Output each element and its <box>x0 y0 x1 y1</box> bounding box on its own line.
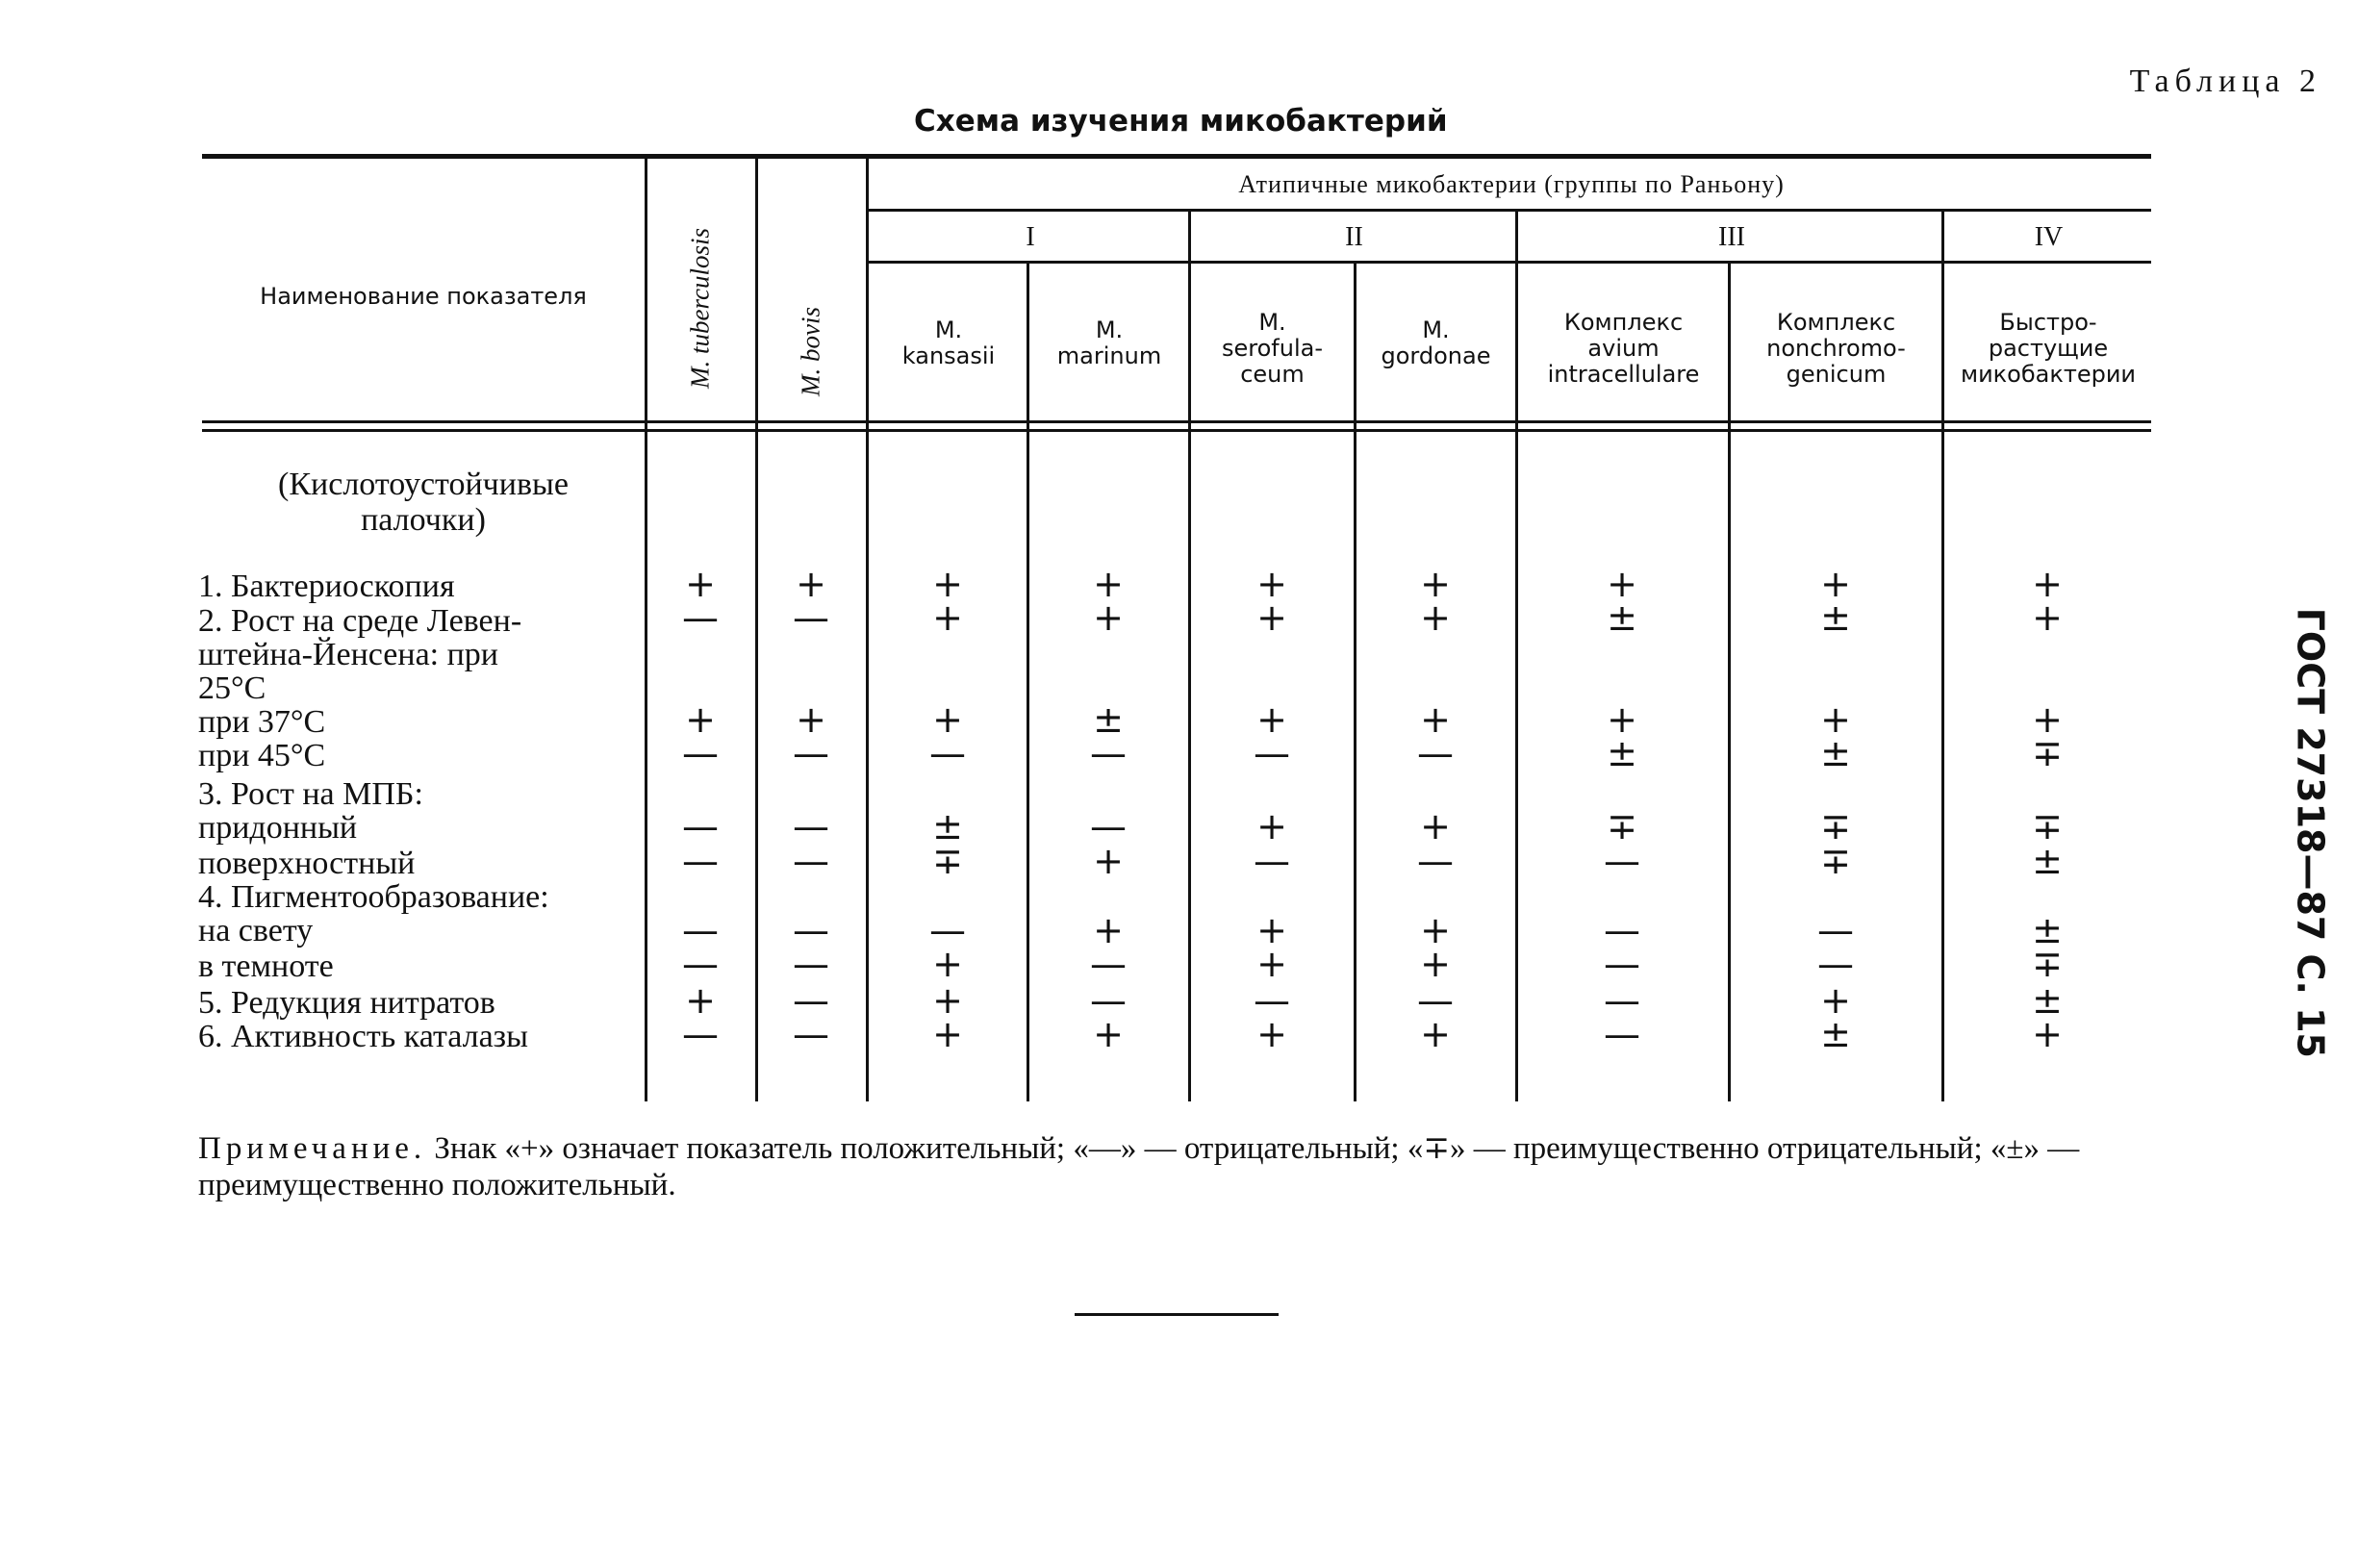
header-col-gordonae: M. gordonae <box>1381 316 1491 369</box>
cell-value: + <box>685 979 716 1022</box>
cell-value: + <box>1420 943 1451 985</box>
header-col-nonchromogenicum: Комплекс nonchromo- genicum <box>1766 309 1906 388</box>
cell-value: — <box>1417 732 1454 774</box>
row-label-4: при 45°С <box>198 738 326 773</box>
row-label-10: 6. Активность каталазы <box>198 1019 528 1054</box>
cell-value: — <box>793 805 829 847</box>
cell-value: + <box>2032 596 2063 639</box>
cell-value: ± <box>1820 1013 1851 1055</box>
header-group-i: I <box>1026 222 1035 252</box>
cell-value: + <box>1820 698 1851 741</box>
cell-value: ± <box>1820 732 1851 774</box>
header-col-kansasii: M. kansasii <box>901 316 996 369</box>
cell-value: ± <box>1093 698 1124 741</box>
cell-value: + <box>2032 1013 2063 1055</box>
cell-value: ± <box>2032 979 2063 1022</box>
cell-value: — <box>1254 840 1290 882</box>
side-standard-number: ГОСТ 27318—87 С. 15 <box>2289 607 2331 1058</box>
cell-value: — <box>793 909 829 951</box>
cell-value: + <box>2032 698 2063 741</box>
note <box>198 1130 2151 1203</box>
cell-value: — <box>1090 943 1127 985</box>
cell-value: + <box>1420 563 1451 605</box>
cell-value: — <box>1604 979 1640 1022</box>
cell-value: + <box>685 563 716 605</box>
cell-value: ± <box>1607 732 1637 774</box>
cell-value: ∓ <box>2032 943 2063 985</box>
col-line-7 <box>1515 212 1518 1101</box>
table-number: Таблица 2 <box>2129 63 2321 99</box>
cell-value: + <box>2032 563 2063 605</box>
cell-value: ± <box>2032 840 2063 882</box>
cell-value: + <box>932 1013 963 1055</box>
col-line-9 <box>1941 212 1944 1101</box>
cell-value: — <box>1604 943 1640 985</box>
cell-value: ∓ <box>1607 805 1637 847</box>
cell-value: ∓ <box>1820 840 1851 882</box>
col-line-5 <box>1188 212 1191 1101</box>
cell-value: — <box>1604 909 1640 951</box>
cell-value: + <box>1256 563 1287 605</box>
col-line-6 <box>1354 262 1356 1101</box>
cell-value: + <box>1256 698 1287 741</box>
cell-value: ± <box>1820 596 1851 639</box>
cell-value: + <box>1256 943 1287 985</box>
cell-value: + <box>1093 840 1124 882</box>
cell-value: — <box>1604 840 1640 882</box>
header-bovis: M. bovis <box>796 307 825 396</box>
col-line-8 <box>1728 262 1731 1101</box>
cell-value: + <box>932 698 963 741</box>
bottom-rule <box>1075 1313 1279 1316</box>
cell-value: + <box>1820 563 1851 605</box>
cell-value: + <box>1607 563 1637 605</box>
row-label-9: 5. Редукция нитратов <box>198 985 495 1021</box>
note-label: Примечание. <box>198 1131 427 1166</box>
cell-value: — <box>1090 732 1127 774</box>
header-group-iv: IV <box>2034 222 2064 252</box>
cell-value: ± <box>1607 596 1637 639</box>
header-bottom-rule-1 <box>202 420 2151 423</box>
row-label-1: 1. Бактериоскопия <box>198 569 455 604</box>
cell-value: + <box>685 698 716 741</box>
cell-value: — <box>682 943 719 985</box>
header-tuberculosis: M. tuberculosis <box>685 228 715 389</box>
header-col-serofulaceum: M. serofula- ceum <box>1222 309 1323 388</box>
cell-value: + <box>1420 698 1451 741</box>
header-indicator: Наименование показателя <box>260 283 587 310</box>
cell-value: + <box>1820 979 1851 1022</box>
cell-value: + <box>1420 1013 1451 1055</box>
cell-value: — <box>793 596 829 639</box>
header-col-marinum: M. marinum <box>1056 316 1162 369</box>
header-group-ii: II <box>1345 222 1363 252</box>
col-line-3 <box>866 159 869 1101</box>
cell-value: — <box>1090 979 1127 1022</box>
row-label-3: при 37°С <box>198 704 326 740</box>
row-label-2: 2. Рост на среде Левен- штейна-Йенсена: при 25°С <box>198 603 522 706</box>
cell-value: — <box>1090 805 1127 847</box>
cell-value: — <box>682 840 719 882</box>
cell-value: + <box>1607 698 1637 741</box>
cell-value: — <box>682 805 719 847</box>
cell-value: — <box>682 596 719 639</box>
cell-value: — <box>1417 979 1454 1022</box>
note-text: Знак «+» означает показатель положительный; «—» — отрицательный; «∓» — преимущественно отрицательный; «±» — преимущественно положительный. <box>198 1131 2080 1202</box>
cell-value: + <box>1420 805 1451 847</box>
cell-value: + <box>1093 596 1124 639</box>
cell-value: — <box>682 909 719 951</box>
cell-value: — <box>793 979 829 1022</box>
header-col-avium: Комплекс avium intracellulare <box>1547 309 1700 388</box>
cell-value: ± <box>932 805 963 847</box>
cell-value: ∓ <box>932 840 963 882</box>
cell-value: — <box>929 909 966 951</box>
cell-value: ∓ <box>1820 805 1851 847</box>
cell-value: + <box>1093 1013 1124 1055</box>
cell-value: + <box>1420 909 1451 951</box>
cell-value: — <box>1254 732 1290 774</box>
cell-value: — <box>1254 979 1290 1022</box>
cell-value: + <box>932 563 963 605</box>
atypical-rule <box>869 209 2151 212</box>
cell-value: — <box>793 1013 829 1055</box>
cell-value: — <box>682 1013 719 1055</box>
cell-value: + <box>932 943 963 985</box>
cell-value: ± <box>2032 909 2063 951</box>
table-title: Схема изучения микобактерий <box>914 104 1448 139</box>
header-bottom-rule-2 <box>202 429 2151 432</box>
cell-value: + <box>1420 596 1451 639</box>
header-col-rapid: Быстро- растущие микобактерии <box>1960 309 2137 388</box>
header-atypical: Атипичные микобактерии (группы по Раньону) <box>1238 170 1785 198</box>
row-label-5: 3. Рост на МПБ: придонный <box>198 776 423 846</box>
cell-value: + <box>1256 805 1287 847</box>
cell-value: + <box>1256 596 1287 639</box>
cell-value: + <box>1256 1013 1287 1055</box>
cell-value: + <box>1256 909 1287 951</box>
cell-value: ∓ <box>2032 732 2063 774</box>
section-label: (Кислотоустойчивые палочки) <box>278 467 569 538</box>
col-line-2 <box>755 159 758 1101</box>
cell-value: — <box>1604 1013 1640 1055</box>
cell-value: + <box>796 563 826 605</box>
cell-value: — <box>1817 943 1854 985</box>
row-label-8: в темноте <box>198 948 334 984</box>
cell-value: — <box>1417 840 1454 882</box>
cell-value: — <box>682 732 719 774</box>
cell-value: — <box>1817 909 1854 951</box>
group-rule <box>869 261 2151 264</box>
cell-value: — <box>793 943 829 985</box>
cell-value: + <box>1093 909 1124 951</box>
table-top-rule <box>202 154 2151 159</box>
cell-value: — <box>793 840 829 882</box>
cell-value: — <box>929 732 966 774</box>
row-label-7: 4. Пигментообразование: на свету <box>198 879 549 948</box>
cell-value: — <box>793 732 829 774</box>
cell-value: + <box>1093 563 1124 605</box>
cell-value: + <box>932 596 963 639</box>
cell-value: + <box>796 698 826 741</box>
cell-value: ∓ <box>2032 805 2063 847</box>
cell-value: + <box>932 979 963 1022</box>
col-line-4 <box>1027 262 1029 1101</box>
row-label-6: поверхностный <box>198 846 416 881</box>
header-group-iii: III <box>1718 222 1745 252</box>
